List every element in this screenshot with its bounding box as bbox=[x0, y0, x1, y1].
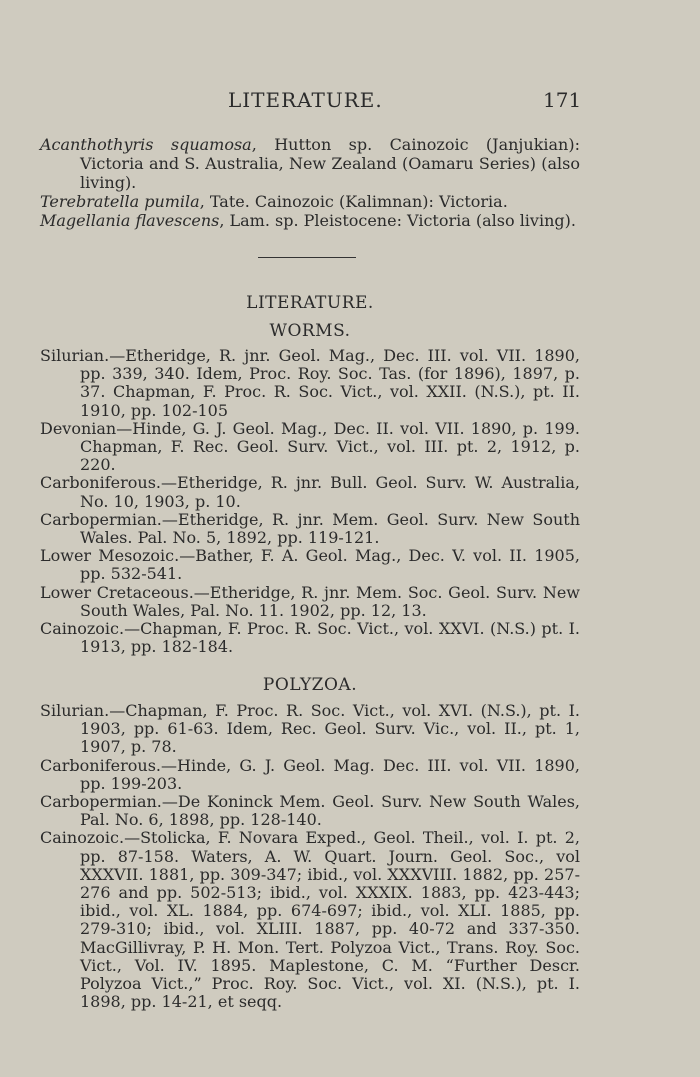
species-list bbox=[40, 135, 580, 230]
species-entry bbox=[40, 135, 580, 192]
reference-entry: Lower Mesozoic.—Bather, F. A. Geol. Mag., Dec. V. vol. II. 1905, pp. 532-541. bbox=[40, 546, 580, 584]
reference-entry: Carbopermian.—Etheridge, R. jnr. Mem. Geol. Surv. New South Wales. Pal. No. 5, 1892, pp. 119-121. bbox=[40, 509, 580, 548]
page-header bbox=[0, 88, 700, 118]
polyzoa-heading: POLYZOA. bbox=[262, 675, 358, 695]
worms-heading: WORMS. bbox=[269, 321, 351, 341]
species-entry bbox=[40, 192, 580, 211]
species-name: Magellania flavescens bbox=[40, 211, 220, 230]
reference-entry: Silurian.—Etheridge, R. jnr. Geol. Mag., Dec. III. vol. VII. 1890, pp. 339, 340. Idem, Proc. Roy. Soc. Tas. (for 1896), 1897, p. 37. Chapman, F. Proc. R. Soc. Vict., vol. XXII. (N.S.), pt. II. 1910, pp. 102-105 bbox=[40, 346, 580, 420]
species-entry bbox=[40, 211, 580, 230]
species-name: Terebratella pumila bbox=[40, 192, 200, 211]
reference-entry: Cainozoic.—Stolicka, F. Novara Exped., Geol. Theil., vol. I. pt. 2, pp. 87-158. Waters, A. W. Quart. Journ. Geol. Soc., vol XXXVII. 1881, pp. 309-347; ibid., vol. XXXVIII. 1882, pp. 257-276 and pp. 502-513; ibid., vol. XXXIX. 1883, pp. 423-443; ibid., vol. XL. 1884, pp. 674-697; ibid., vol. XLI. 1885, pp. 279-310; ibid., vol. XLIII. 1887, pp. 40-72 and 337-350. MacGillivray, P. H. Mon. Tert. Polyzoa Vict., Trans. Roy. Soc. Vict., Vol. IV. 1895. Maplestone, C. M. “Further Descr. Polyzoa Vict.,” Proc. Roy. Soc. Vict., vol. XI. (N.S.), pt. I. 1898, pp. 14-21, et seqq. bbox=[40, 828, 580, 1012]
reference-entry: Silurian.—Chapman, F. Proc. R. Soc. Vict., vol. XVI. (N.S.), pt. I. 1903, pp. 61-63. Idem, Rec. Geol. Surv. Vic., vol. II., pt. 1, 1907, p. 78. bbox=[40, 701, 580, 757]
running-head: LITERATURE. bbox=[228, 88, 383, 112]
species-details: , Tate. Cainozoic (Kalimnan): Victoria. bbox=[199, 192, 508, 211]
literature-heading: LITERATURE. bbox=[246, 293, 374, 313]
section-divider bbox=[258, 257, 356, 258]
species-details: , Lam. sp. Pleistocene: Victoria (also living). bbox=[219, 211, 576, 230]
reference-entry: Devonian—Hinde, G. J. Geol. Mag., Dec. II. vol. VII. 1890, p. 199. Chapman, F. Rec. Geol. Surv. Vict., vol. III. pt. 2, 1912, p. 220. bbox=[40, 418, 580, 475]
reference-entry: Cainozoic.—Chapman, F. Proc. R. Soc. Vict., vol. XXVI. (N.S.) pt. I. 1913, pp. 182-184. bbox=[40, 619, 580, 657]
reference-entry: Lower Cretaceous.—Etheridge, R. jnr. Mem. Soc. Geol. Surv. New South Wales, Pal. No. 11. 1902, pp. 12, 13. bbox=[40, 582, 580, 620]
reference-entry: Carbopermian.—De Koninck Mem. Geol. Surv. New South Wales, Pal. No. 6, 1898, pp. 128-140. bbox=[40, 792, 580, 830]
reference-entry: Carboniferous.—Hinde, G. J. Geol. Mag. Dec. III. vol. VII. 1890, pp. 199-203. bbox=[40, 755, 580, 793]
worms-references bbox=[40, 347, 580, 656]
species-details: , Hutton sp. Cainozoic (Janjukian): Victoria and S. Australia, New Zealand (Oamaru Series) (also living). bbox=[80, 135, 580, 192]
species-name: Acanthothyris squamosa bbox=[40, 135, 252, 154]
reference-entry: Carboniferous.—Etheridge, R. jnr. Bull. Geol. Surv. W. Australia, No. 10, 1903, p. 10. bbox=[40, 473, 580, 511]
polyzoa-references bbox=[40, 702, 580, 1011]
page-number: 171 bbox=[543, 88, 582, 112]
